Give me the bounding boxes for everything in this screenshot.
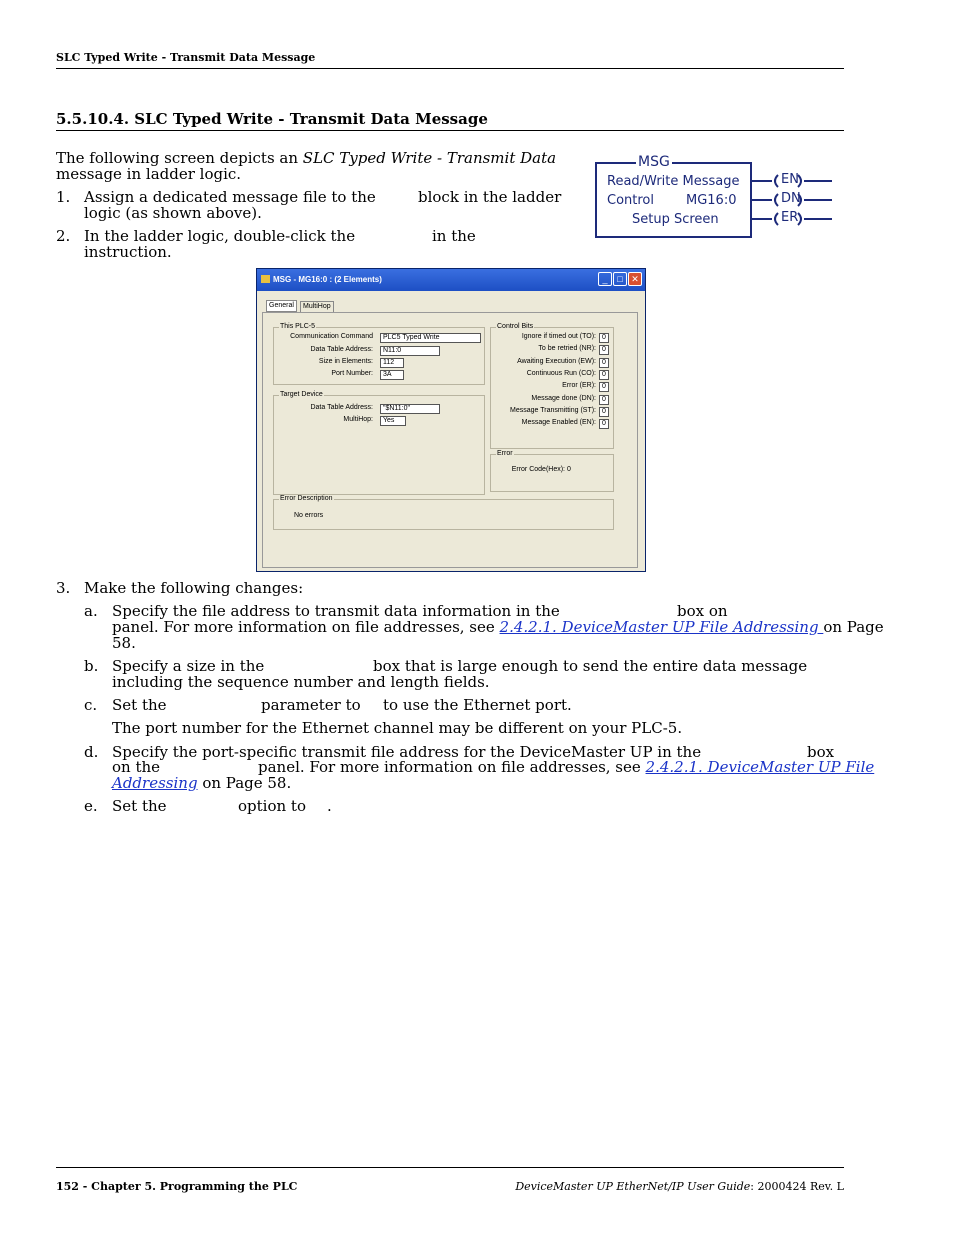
step-1-text-c: logic (as shown above). — [84, 204, 262, 222]
addressing-link-a[interactable]: 2.4.2.1. DeviceMaster UP File Addressing — [499, 618, 824, 636]
dta-label: Data Table Address: — [310, 346, 373, 353]
group-target-device-label: Target Device — [280, 391, 323, 398]
group-error — [490, 450, 614, 492]
app-icon — [261, 275, 270, 283]
substep-a-line-3: 58. — [112, 634, 136, 652]
msg-block-control-label: Control — [607, 193, 654, 208]
multihop-field[interactable]: Yes — [380, 416, 406, 426]
intro-line-1: The following screen depicts an SLC Typed Write - Transmit Data — [56, 149, 557, 167]
port-field[interactable]: 3A — [380, 370, 404, 380]
step-3-text: Make the following changes: — [84, 579, 304, 597]
header-rule — [56, 68, 844, 69]
group-this-plc5-label: This PLC-5 — [280, 323, 316, 330]
substep-a-text-1: Specify the file address to transmit data information in the — [112, 602, 560, 620]
control-bit-value[interactable]: 0 — [599, 333, 609, 343]
substep-d-text-2: box — [807, 743, 835, 761]
substep-d-line-2: panel. For more information on file addresses, see 2.4.2.1. DeviceMaster UP File — [258, 758, 875, 776]
control-bit-label: Ignore if timed out (TO): — [521, 333, 596, 340]
substep-a-letter: a. — [84, 602, 98, 620]
substep-d-text-3: on the — [112, 758, 161, 776]
control-bit-value[interactable]: 0 — [599, 419, 609, 429]
control-bit-label: Error (ER): — [562, 382, 596, 390]
control-bit-value[interactable]: 0 — [599, 370, 609, 380]
substep-a-text-2: box on — [677, 602, 728, 620]
comm-command-label: Communication Command — [290, 333, 373, 340]
control-bit-value[interactable]: 0 — [599, 382, 609, 392]
section-title: 5.5.10.4. SLC Typed Write - Transmit Data Message — [56, 110, 488, 128]
size-field[interactable]: 112 — [380, 358, 404, 368]
msg-block-line-3: Setup Screen — [632, 212, 719, 227]
maximize-button[interactable]: □ — [613, 272, 627, 286]
close-button[interactable]: ✕ — [628, 272, 642, 286]
substep-b-line-2: including the sequence number and length fields. — [112, 673, 490, 691]
multihop-label: MultiHop: — [343, 416, 373, 423]
msg-block-line-1: Read/Write Message — [607, 174, 740, 189]
addressing-link-d-cont[interactable]: Addressing — [112, 774, 198, 792]
group-error-description-label: Error Description — [280, 495, 333, 502]
step-3-number: 3. — [56, 579, 71, 597]
control-bit-value[interactable]: 0 — [599, 407, 609, 417]
addressing-link-d[interactable]: 2.4.2.1. DeviceMaster UP File — [645, 758, 875, 776]
step-2-text-c: instruction. — [84, 243, 172, 261]
substep-d-line-3: Addressing on Page 58. — [112, 774, 292, 792]
step-1-text-b: block in the ladder — [418, 188, 562, 206]
substep-d-text-1: Specify the port-specific transmit file address for the DeviceMaster UP in the — [112, 743, 702, 761]
substep-c-text-1: Set the — [112, 696, 167, 714]
substep-b-text-1: Specify a size in the — [112, 657, 265, 675]
output-en: EN — [781, 172, 799, 187]
substep-e-letter: e. — [84, 797, 98, 815]
group-control-bits-label: Control Bits — [497, 323, 534, 330]
step-2-text-b: in the — [432, 227, 476, 245]
substep-e-text-1: Set the — [112, 797, 167, 815]
step-1-number: 1. — [56, 188, 71, 206]
group-error-description — [273, 495, 614, 530]
footer-rule — [56, 1167, 844, 1168]
control-bit-label: Awaiting Execution (EW): — [517, 357, 596, 365]
target-dta-field[interactable]: "$N11:0" — [380, 404, 440, 414]
control-bit-label: Message Enabled (EN): — [521, 419, 596, 427]
control-bit-label: Continuous Run (CO): — [526, 369, 596, 377]
size-label: Size in Elements: — [318, 358, 373, 365]
msg-block-control-value: MG16:0 — [686, 193, 737, 208]
running-header: SLC Typed Write - Transmit Data Message — [56, 51, 316, 64]
msg-dialog — [256, 268, 646, 572]
section-rule — [56, 130, 844, 131]
substep-c-text-3: to use the Ethernet port. — [383, 696, 572, 714]
tab-multihop[interactable]: MultiHop — [300, 301, 334, 313]
substep-d-letter: d. — [84, 743, 99, 761]
error-code-label: Error Code(Hex): — [511, 466, 565, 473]
control-bit-value[interactable]: 0 — [599, 345, 609, 355]
control-bit-label: Message done (DN): — [531, 394, 596, 402]
substep-c-text-2: parameter to — [261, 696, 361, 714]
dialog-title: MSG - MG16:0 : (2 Elements) — [273, 275, 382, 284]
step-2-number: 2. — [56, 227, 71, 245]
control-bit-label: Message Transmitting (ST): — [510, 406, 596, 414]
intro-line-2: message in ladder logic. — [56, 165, 242, 183]
substep-c-letter: c. — [84, 696, 98, 714]
step-2-text-a: In the ladder logic, double-click the — [84, 227, 356, 245]
control-bit-value[interactable]: 0 — [599, 395, 609, 405]
output-er: ER — [781, 210, 799, 225]
error-code-value: 0 — [567, 466, 571, 473]
group-error-label: Error — [497, 450, 513, 457]
msg-block-title: MSG — [638, 154, 670, 170]
substep-e-text-3: . — [327, 797, 332, 815]
tab-general[interactable]: General — [266, 300, 297, 312]
dta-field[interactable]: N11:0 — [380, 346, 440, 356]
minimize-button[interactable]: _ — [598, 272, 612, 286]
control-bit-value[interactable]: 0 — [599, 358, 609, 368]
footer-left: 152 - Chapter 5. Programming the PLC — [56, 1180, 298, 1193]
comm-command-field[interactable]: PLC5 Typed Write — [380, 333, 481, 343]
substep-c-note: The port number for the Ethernet channel may be different on your PLC-5. — [112, 719, 683, 737]
dialog-titlebar — [257, 269, 645, 291]
substep-b-text-2: box that is large enough to send the entire data message — [373, 657, 808, 675]
substep-e-text-2: option to — [238, 797, 306, 815]
target-dta-label: Data Table Address: — [310, 404, 373, 411]
port-label: Port Number: — [331, 370, 373, 377]
output-dn: DN — [781, 191, 801, 206]
substep-a-line-2: panel. For more information on file addresses, see 2.4.2.1. DeviceMaster UP File Addressing on Page — [112, 618, 884, 636]
step-1-text-a: Assign a dedicated message file to the — [84, 188, 376, 206]
footer-right: DeviceMaster UP EtherNet/IP User Guide: 2000424 Rev. L — [515, 1180, 844, 1193]
substep-b-letter: b. — [84, 657, 99, 675]
control-bit-label: To be retried (NR): — [538, 345, 596, 353]
error-description-text: No errors — [294, 512, 324, 519]
